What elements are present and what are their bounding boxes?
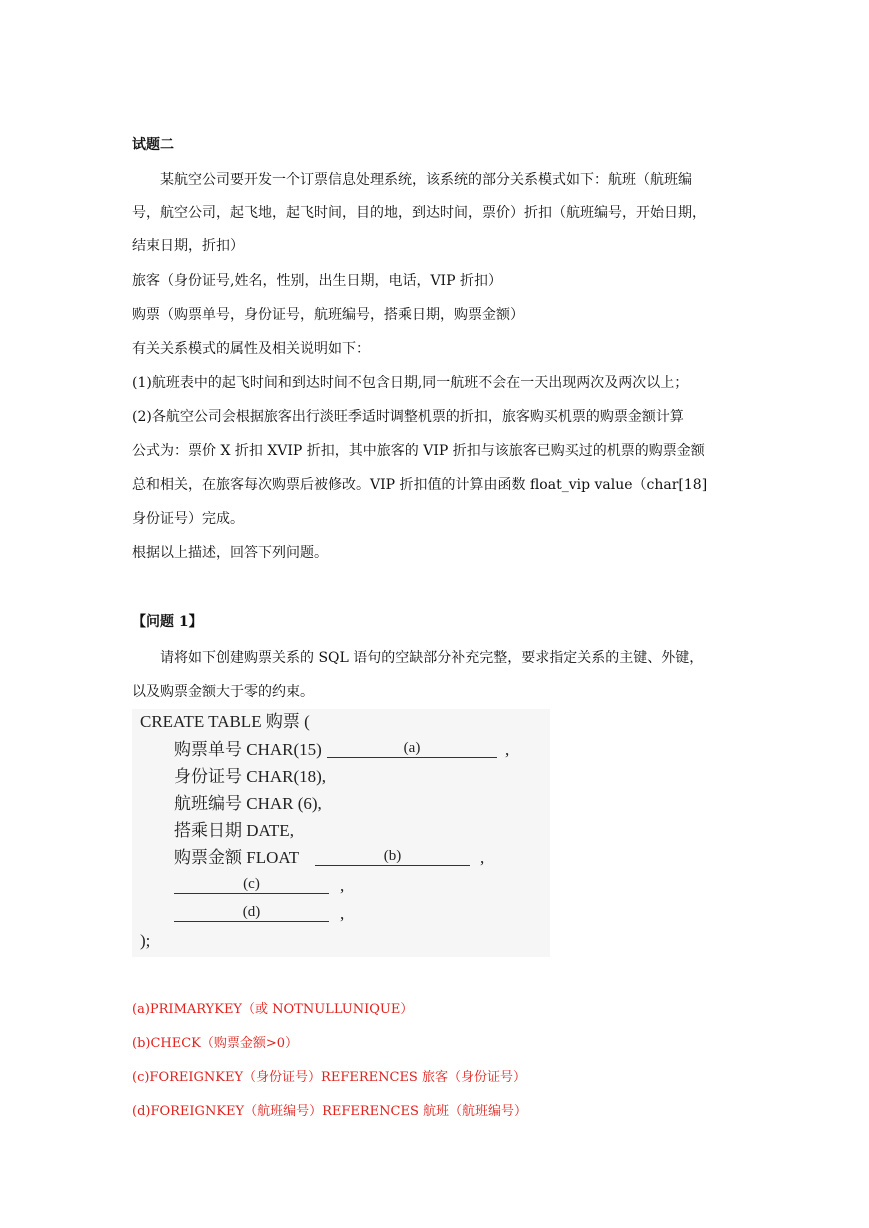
sql-create-line: CREATE TABLE 购票 ( bbox=[140, 712, 310, 731]
sql-column: 搭乘日期 DATE, bbox=[174, 821, 294, 840]
intro-line: 某航空公司要开发一个订票信息处理系统，该系统的部分关系模式如下：航班（航班编 bbox=[160, 172, 692, 188]
notes-heading: 有关关系模式的属性及相关说明如下： bbox=[132, 341, 370, 357]
sql-comma: , bbox=[480, 848, 485, 867]
section-title: 试题二 bbox=[132, 137, 174, 153]
sql-column: 购票单号 CHAR(15) bbox=[174, 740, 322, 759]
note-item: 身份证号）完成。 bbox=[132, 511, 244, 527]
blank-c: (c) bbox=[174, 875, 329, 894]
question-text: 以及购票金额大于零的约束。 bbox=[132, 684, 314, 700]
blank-a: (a) bbox=[327, 739, 497, 758]
intro-line: 结束日期，折扣） bbox=[132, 238, 244, 254]
intro-line: 号，航空公司，起飞地，起飞时间，目的地，到达时间，票价）折扣（航班编号，开始日期， bbox=[132, 205, 706, 221]
schema-line: 购票（购票单号，身份证号，航班编号，搭乘日期，购票金额） bbox=[132, 307, 524, 323]
note-item: (1)航班表中的起飞时间和到达时间不包含日期,同一航班不会在一天出现两次及两次以上； bbox=[132, 375, 689, 391]
answer-line: (a)PRIMARYKEY（或 NOTNULLUNIQUE） bbox=[132, 1002, 414, 1017]
sql-column: 购票金额 FLOAT bbox=[174, 848, 300, 867]
sql-column: 身份证号 CHAR(18), bbox=[174, 767, 327, 786]
sql-code-figure bbox=[132, 709, 550, 957]
sql-end: ); bbox=[140, 931, 151, 950]
note-item: (2)各航空公司会根据旅客出行淡旺季适时调整机票的折扣，旅客购买机票的购票金额计算 bbox=[132, 409, 684, 425]
question-heading: 【问题 1】 bbox=[132, 614, 203, 630]
sql-comma: , bbox=[340, 904, 345, 923]
sql-column: 航班编号 CHAR (6), bbox=[174, 794, 322, 813]
sql-comma: , bbox=[505, 740, 510, 759]
answer-line: (c)FOREIGNKEY（身份证号）REFERENCES 旅客（身份证号） bbox=[132, 1070, 526, 1085]
note-item: 总和相关，在旅客每次购票后被修改。VIP 折扣值的计算由函数 float_vip value（char[18] bbox=[132, 477, 708, 493]
blank-d: (d) bbox=[174, 903, 329, 922]
schema-line: 旅客（身份证号,姓名，性别，出生日期，电话，VIP 折扣） bbox=[132, 273, 502, 289]
sql-comma: , bbox=[340, 876, 345, 895]
blank-b: (b) bbox=[315, 847, 470, 866]
instruction-text: 根据以上描述，回答下列问题。 bbox=[132, 545, 328, 561]
note-item: 公式为：票价 X 折扣 XVIP 折扣，其中旅客的 VIP 折扣与该旅客已购买过的机票的购票金额 bbox=[132, 443, 705, 459]
answer-line: (d)FOREIGNKEY（航班编号）REFERENCES 航班（航班编号） bbox=[132, 1104, 528, 1119]
answer-line: (b)CHECK（购票金额>0） bbox=[132, 1036, 299, 1051]
question-text: 请将如下创建购票关系的 SQL 语句的空缺部分补充完整，要求指定关系的主键、外键， bbox=[160, 650, 704, 666]
